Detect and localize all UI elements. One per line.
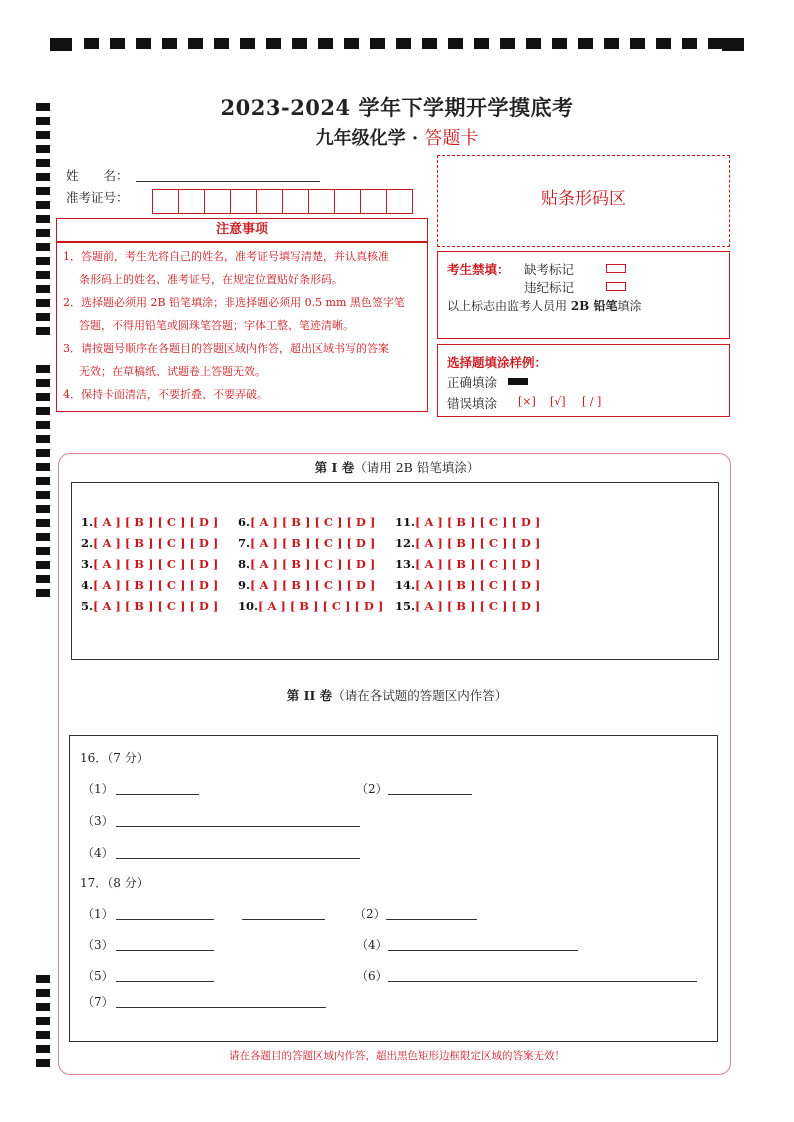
- fill-example-box: [437, 344, 730, 417]
- id-box[interactable]: [256, 189, 283, 214]
- violation-label: 违纪标记: [524, 280, 575, 295]
- notice-box: [56, 242, 428, 412]
- notice-line: 2．选择题必须用 2B 铅笔填涂；非选择题必须用 0.5 mm 黑色签字笔: [63, 296, 405, 309]
- notice-line: 3．请按题号顺序在各题目的答题区域内作答，超出区域书写的答案: [63, 342, 389, 355]
- written-answer-box: [69, 735, 718, 1042]
- q17-part7-label: （7）: [82, 995, 114, 1009]
- question-row-1[interactable]: 1.[ A ] [ B ] [ C ] [ D ]: [81, 515, 219, 529]
- question-row-11[interactable]: 11.[ A ] [ B ] [ C ] [ D ]: [395, 515, 541, 529]
- q17-part6-line[interactable]: [388, 981, 697, 982]
- wrong-mark: [×]: [518, 395, 536, 408]
- q16-part2-label: （2）: [356, 782, 388, 796]
- id-box[interactable]: [308, 189, 335, 214]
- correct-label: 正确填涂: [447, 375, 498, 390]
- q17-part7-line[interactable]: [116, 1007, 326, 1008]
- section2-title-note: （请在各试题的答题区内作答）: [332, 688, 508, 703]
- forbidden-box: [437, 251, 730, 339]
- absent-mark[interactable]: [606, 264, 626, 273]
- question-row-4[interactable]: 4.[ A ] [ B ] [ C ] [ D ]: [81, 578, 219, 592]
- footer-warning: 请在各题目的答题区域内作答，超出黑色矩形边框限定区域的答案无效！: [229, 1050, 565, 1062]
- q17-part1-line-a[interactable]: [116, 919, 214, 920]
- barcode-area: 贴条形码区: [437, 155, 730, 247]
- section1-title-bold: 第 I 卷: [314, 460, 355, 475]
- q16-part4-label: （4）: [82, 846, 114, 860]
- title-main: 学年下学期开学摸底考: [358, 95, 574, 120]
- notice-heading: 注意事项: [56, 218, 428, 242]
- q17-part1-line-b[interactable]: [242, 919, 325, 920]
- question-row-14[interactable]: 14.[ A ] [ B ] [ C ] [ D ]: [395, 578, 541, 592]
- absent-label: 缺考标记: [524, 262, 575, 277]
- id-box[interactable]: [282, 189, 309, 214]
- q17-part2-line[interactable]: [386, 919, 477, 920]
- subtitle-card: 答题卡: [424, 128, 479, 149]
- wrong-mark: [ / ]: [582, 395, 602, 408]
- question-row-15[interactable]: 15.[ A ] [ B ] [ C ] [ D ]: [395, 599, 541, 613]
- q16-part1-label: （1）: [82, 782, 114, 796]
- id-label: 准考证号：: [66, 190, 129, 205]
- choice-box: [71, 482, 719, 660]
- title-year: 2023-2024: [220, 95, 351, 120]
- q16-label: 16．（7 分）: [80, 751, 149, 765]
- id-box[interactable]: [178, 189, 205, 214]
- id-box[interactable]: [152, 189, 179, 214]
- q16-part2-line[interactable]: [388, 794, 472, 795]
- question-row-9[interactable]: 9.[ A ] [ B ] [ C ] [ D ]: [238, 578, 376, 592]
- page-title: [0, 92, 794, 122]
- q17-part6-label: （6）: [356, 969, 388, 983]
- notice-line: 条形码上的姓名、准考证号，在规定位置贴好条形码。: [79, 273, 343, 286]
- q16-part1-line[interactable]: [116, 794, 199, 795]
- question-row-6[interactable]: 6.[ A ] [ B ] [ C ] [ D ]: [238, 515, 376, 529]
- section2-title: [0, 686, 794, 704]
- fill-example-heading: 选择题填涂样例：: [447, 355, 548, 370]
- forbidden-note: [447, 297, 642, 314]
- note-bold: 2B 铅笔: [570, 299, 618, 313]
- notice-line: 答题，不得用铅笔或圆珠笔答题；字体工整、笔迹清晰。: [79, 319, 354, 332]
- id-box[interactable]: [334, 189, 361, 214]
- notice-line: 4．保持卡面清洁，不要折叠、不要弄破。: [63, 388, 268, 401]
- q16-part3-label: （3）: [82, 814, 114, 828]
- id-box[interactable]: [386, 189, 413, 214]
- question-row-13[interactable]: 13.[ A ] [ B ] [ C ] [ D ]: [395, 557, 541, 571]
- q17-part1-label: （1）: [82, 907, 114, 921]
- note-prefix: 以上标志由监考人员用: [447, 299, 571, 313]
- section1-title: [0, 458, 794, 476]
- q17-part3-label: （3）: [82, 938, 114, 952]
- question-row-12[interactable]: 12.[ A ] [ B ] [ C ] [ D ]: [395, 536, 541, 550]
- id-box[interactable]: [360, 189, 387, 214]
- id-box[interactable]: [230, 189, 257, 214]
- name-field[interactable]: [136, 181, 320, 182]
- q16-part3-line[interactable]: [116, 826, 360, 827]
- question-row-10[interactable]: 10.[ A ] [ B ] [ C ] [ D ]: [238, 599, 384, 613]
- violation-mark[interactable]: [606, 282, 626, 291]
- q17-part4-label: （4）: [356, 938, 388, 952]
- page-subtitle: [0, 124, 794, 150]
- q17-part3-line[interactable]: [116, 950, 214, 951]
- wrong-mark: [√]: [550, 395, 566, 408]
- question-row-2[interactable]: 2.[ A ] [ B ] [ C ] [ D ]: [81, 536, 219, 550]
- q17-part2-label: （2）: [354, 907, 386, 921]
- forbidden-heading: 考生禁填：: [447, 262, 510, 277]
- note-suffix: 填涂: [617, 299, 642, 313]
- question-row-5[interactable]: 5.[ A ] [ B ] [ C ] [ D ]: [81, 599, 219, 613]
- question-row-8[interactable]: 8.[ A ] [ B ] [ C ] [ D ]: [238, 557, 376, 571]
- question-row-3[interactable]: 3.[ A ] [ B ] [ C ] [ D ]: [81, 557, 219, 571]
- name-label: 姓 名：: [66, 168, 129, 183]
- section2-title-bold: 第 II 卷: [286, 688, 333, 703]
- wrong-label: 错误填涂: [447, 396, 498, 411]
- q17-label: 17．（8 分）: [80, 876, 149, 890]
- section1-title-note: （请用 2B 铅笔填涂）: [354, 460, 480, 475]
- id-box[interactable]: [204, 189, 231, 214]
- notice-line: 无效；在草稿纸、试题卷上答题无效。: [79, 365, 266, 378]
- notice-line: 1．答题前，考生先将自己的姓名，准考证号填写清楚，并认真核准: [63, 250, 389, 263]
- q17-part5-line[interactable]: [116, 981, 214, 982]
- q17-part5-label: （5）: [82, 969, 114, 983]
- question-row-7[interactable]: 7.[ A ] [ B ] [ C ] [ D ]: [238, 536, 376, 550]
- subtitle-grade: 九年级化学 ·: [315, 128, 425, 149]
- correct-fill-mark: [508, 378, 528, 385]
- q16-part4-line[interactable]: [116, 858, 360, 859]
- q17-part4-line[interactable]: [388, 950, 578, 951]
